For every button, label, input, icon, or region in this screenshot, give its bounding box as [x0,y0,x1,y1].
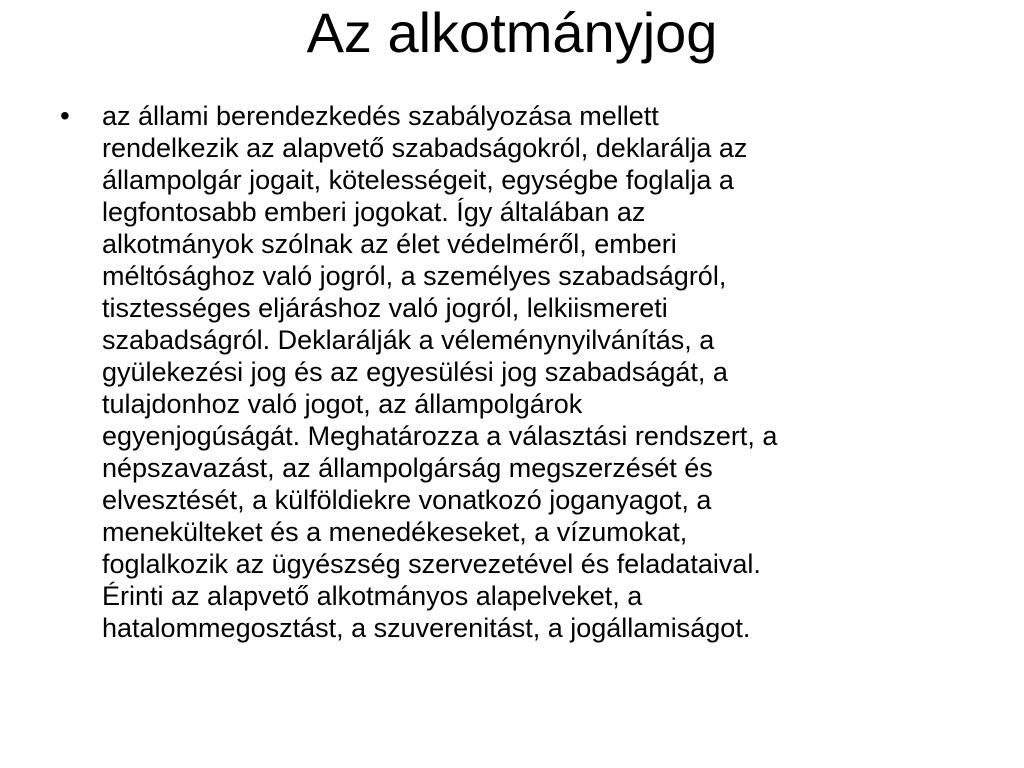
bullet-text-line: népszavazást, az állampolgárság megszerzését és [102,453,713,483]
bullet-text-line: szabadságról. Deklarálják a véleménynyilvánítás, a [102,325,715,355]
bullet-text-line: menekülteket és a menedékeseket, a vízumokat, [102,517,688,547]
bullet-text-line: tisztességes eljáráshoz való jogról, lelkiismereti [102,293,668,323]
bullet-text-line: foglalkozik az ügyészség szervezetével és feladataival. [102,549,761,579]
bullet-text-line: alkotmányok szólnak az élet védelméről, emberi [102,229,677,259]
bullet-text-line: az állami berendezkedés szabályozása mellett [102,101,659,131]
slide-title: Az alkotmányjog [306,1,718,64]
bullet-text-line: gyülekezési jog és az egyesülési jog szabadságát, a [102,357,728,387]
bullet-text-line: rendelkezik az alapvető szabadságokról, deklarálja az [102,133,748,163]
bullet-point-icon: • [60,100,70,131]
bullet-text-line: állampolgár jogait, kötelességeit, egységbe foglalja a [102,165,734,195]
bullet-text-line: legfontosabb emberi jogokat. Így általában az [102,197,646,227]
bullet-text-line: Érinti az alapvető alkotmányos alapelveket, a [102,581,643,611]
bullet-text-line: hatalommegosztást, a szuverenitást, a jogállamiságot. [102,613,751,643]
bullet-text-line: elvesztését, a külföldiekre vonatkozó joganyagot, a [102,485,712,515]
bullet-text-line: egyenjogúságát. Meghatározza a választási rendszert, a [102,421,778,451]
bullet-item [58,100,978,644]
bullet-list [58,100,978,644]
bullet-text [102,100,978,644]
bullet-text-line: méltósághoz való jogról, a személyes szabadságról, [102,261,727,291]
bullet-text-line: tulajdonhoz való jogot, az állampolgárok [102,389,583,419]
